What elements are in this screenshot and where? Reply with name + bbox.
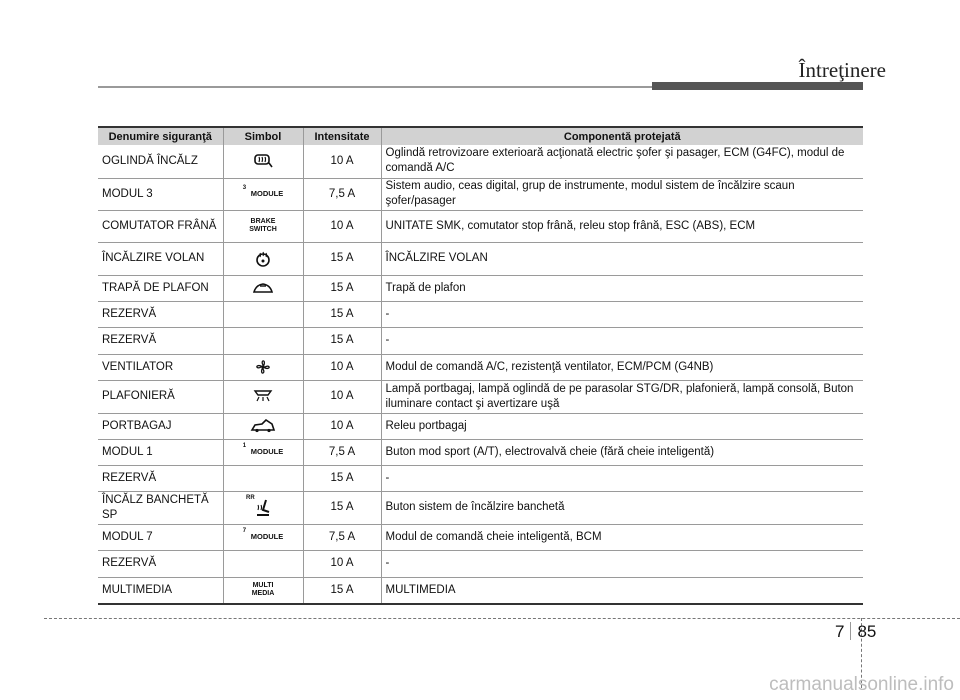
fuse-current: 15 A: [303, 275, 381, 301]
table-row: [98, 491, 863, 524]
col-header-current: Intensitate: [303, 127, 381, 145]
fuse-symbol: [223, 327, 303, 354]
fuse-symbol: [223, 380, 303, 413]
fuse-name: PORTBAGAJ: [98, 413, 223, 439]
table-row: [98, 380, 863, 413]
fuse-symbol: [223, 145, 303, 178]
section-title: Întreţinere: [798, 58, 886, 82]
module-icon: 3 MODULE: [242, 184, 284, 198]
fuse-component: -: [381, 465, 863, 491]
fuse-current: 10 A: [303, 210, 381, 242]
fuse-component: Modul de comandă A/C, rezistenţă ventilator, ECM/PCM (G4NB): [381, 354, 863, 380]
fuse-name: TRAPĂ DE PLAFON: [98, 275, 223, 301]
fuse-table: [98, 126, 863, 605]
fuse-component: -: [381, 301, 863, 327]
fuse-component: MULTIMEDIA: [381, 577, 863, 604]
fuse-current: 10 A: [303, 380, 381, 413]
fuse-symbol: [223, 178, 303, 210]
fuse-symbol: [223, 354, 303, 380]
fuse-symbol: [223, 301, 303, 327]
page-number-value: 85: [857, 622, 877, 641]
fuse-current: 15 A: [303, 301, 381, 327]
table-row: [98, 327, 863, 354]
module-icon: 1 MODULE: [242, 442, 284, 456]
fuse-name: MODUL 3: [98, 178, 223, 210]
sunroof-icon: [252, 282, 274, 294]
col-header-name: Denumire siguranţă: [98, 127, 223, 145]
brake-switch-icon: BRAKE SWITCH: [249, 218, 277, 233]
fuse-symbol: [223, 413, 303, 439]
fuse-symbol: [223, 275, 303, 301]
chapter-number: 7: [835, 622, 845, 641]
table-header-row: [98, 127, 863, 145]
header-rule-accent: [652, 82, 863, 90]
fuse-symbol: [223, 524, 303, 550]
heated-steering-icon: [255, 251, 271, 267]
fuse-current: 15 A: [303, 465, 381, 491]
fuse-name: MULTIMEDIA: [98, 577, 223, 604]
fuse-current: 10 A: [303, 354, 381, 380]
table-row: [98, 242, 863, 275]
room-lamp-icon: [253, 389, 273, 403]
table-row: [98, 275, 863, 301]
fuse-component: Modul de comandă cheie inteligentă, BCM: [381, 524, 863, 550]
table-row: [98, 301, 863, 327]
fuse-component: Trapă de plafon: [381, 275, 863, 301]
fuse-component: UNITATE SMK, comutator stop frână, releu stop frână, ESC (ABS), ECM: [381, 210, 863, 242]
fuse-component: Sistem audio, ceas digital, grup de instrumente, modul sistem de încălzire scaun şofer/pasager: [381, 178, 863, 210]
fuse-current: 15 A: [303, 327, 381, 354]
fuse-component: Releu portbagaj: [381, 413, 863, 439]
fuse-symbol: [223, 439, 303, 465]
rear-seat-heater-icon: RR: [254, 499, 272, 517]
heated-mirror-icon: [253, 153, 273, 169]
fuse-symbol: [223, 491, 303, 524]
fuse-current: 7,5 A: [303, 524, 381, 550]
table-row: [98, 145, 863, 178]
trunk-icon: [250, 419, 276, 433]
fuse-component: ÎNCĂLZIRE VOLAN: [381, 242, 863, 275]
fuse-current: 15 A: [303, 491, 381, 524]
fuse-name: OGLINDĂ ÎNCĂLZ: [98, 145, 223, 178]
fuse-component: Oglindă retrovizoare exterioară acţionată electric şofer şi pasager, ECM (G4FC), modul de comandă A/C: [381, 145, 863, 178]
fuse-name: REZERVĂ: [98, 465, 223, 491]
fuse-symbol: [223, 577, 303, 604]
table-row: [98, 178, 863, 210]
fuse-component: -: [381, 327, 863, 354]
table-row: [98, 577, 863, 604]
fuse-current: 15 A: [303, 577, 381, 604]
table-row: [98, 354, 863, 380]
fuse-name: VENTILATOR: [98, 354, 223, 380]
table-row: [98, 210, 863, 242]
col-header-symbol: Simbol: [223, 127, 303, 145]
fuse-component: Buton mod sport (A/T), electrovalvă cheie (fără cheie inteligentă): [381, 439, 863, 465]
footer-rule: [44, 618, 960, 619]
module-icon: 7 MODULE: [242, 527, 284, 541]
fuse-name: MODUL 7: [98, 524, 223, 550]
multimedia-icon: MULTI MEDIA: [251, 582, 275, 598]
fuse-current: 7,5 A: [303, 178, 381, 210]
fuse-name: ÎNCĂLZ BANCHETĂ SP: [98, 491, 223, 524]
fuse-name: REZERVĂ: [98, 327, 223, 354]
fuse-symbol: [223, 550, 303, 577]
table-row: [98, 413, 863, 439]
table-row: [98, 550, 863, 577]
fuse-symbol: [223, 210, 303, 242]
fuse-name: REZERVĂ: [98, 550, 223, 577]
col-header-component: Componentă protejată: [381, 127, 863, 145]
fuse-current: 10 A: [303, 550, 381, 577]
fan-icon: [255, 359, 271, 375]
fuse-name: COMUTATOR FRÂNĂ: [98, 210, 223, 242]
table-row: [98, 524, 863, 550]
fuse-name: MODUL 1: [98, 439, 223, 465]
page-number: [835, 622, 876, 642]
fuse-component: Buton sistem de încălzire banchetă: [381, 491, 863, 524]
table-row: [98, 465, 863, 491]
fuse-symbol: [223, 242, 303, 275]
fuse-symbol: [223, 465, 303, 491]
watermark: carmanualsonline.info: [769, 674, 954, 695]
fuse-current: 15 A: [303, 242, 381, 275]
fuse-current: 10 A: [303, 145, 381, 178]
page-number-separator: [850, 622, 851, 640]
fuse-name: REZERVĂ: [98, 301, 223, 327]
fuse-name: ÎNCĂLZIRE VOLAN: [98, 242, 223, 275]
table-row: [98, 439, 863, 465]
fuse-component: -: [381, 550, 863, 577]
fuse-name: PLAFONIERĂ: [98, 380, 223, 413]
fuse-current: 10 A: [303, 413, 381, 439]
fuse-component: Lampă portbagaj, lampă oglindă de pe parasolar STG/DR, plafonieră, lampă consolă, Buton iluminare contact şi avertizare uşă: [381, 380, 863, 413]
fuse-current: 7,5 A: [303, 439, 381, 465]
